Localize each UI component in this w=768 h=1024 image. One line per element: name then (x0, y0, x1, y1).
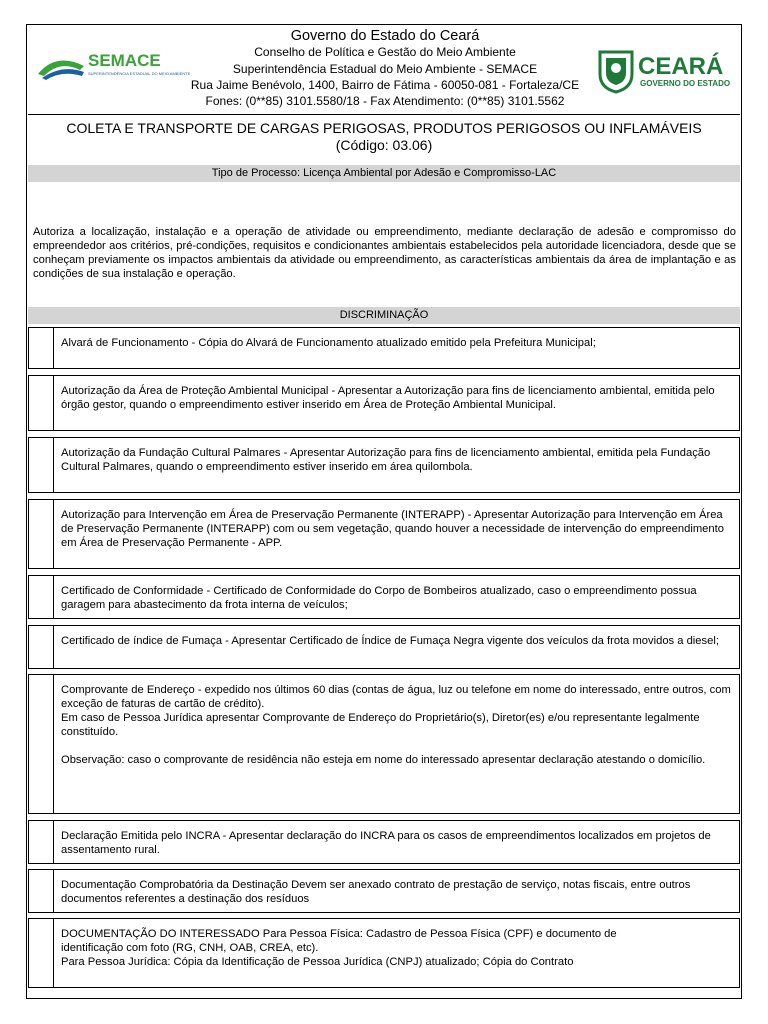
item-checkbox[interactable] (29, 376, 54, 430)
checklist-item (28, 820, 740, 864)
council-name: Conselho de Política e Gestão do Meio Ambiente (254, 45, 516, 59)
item-text: Autorização da Fundação Cultural Palmares - Apresentar Autorização para fins de licenciamento ambiental, emitida pela Fundação Cultural Palmares, quando o empreendimento estiver inserido em área quilombola. (61, 447, 711, 473)
item-text: Certificado de índice de Fumaça - Apresentar Certificado de Índice de Fumaça Negra vigente dos veículos da frota movidos a diesel; (61, 635, 719, 647)
item-checkbox[interactable] (29, 821, 54, 863)
checklist-item (28, 499, 740, 569)
document-code: (Código: 03.06) (335, 137, 433, 153)
checklist-item (28, 327, 740, 369)
section-header: DISCRIMINAÇÃO (28, 307, 740, 324)
item-checkbox[interactable] (29, 576, 54, 618)
item-checkbox[interactable] (29, 626, 54, 668)
intro-paragraph: Autoriza a localização, instalação e a operação de atividade ou empreendimento, mediante declaração de adesão e compromisso do empreendedor aos critérios, pré-condições, requisitos e condicionantes ambientais estabelecidos pela autoridade licenciadora, desde que se conheçam previamente os impactos ambientais da atividade ou empreendimento, as características ambientais da área de implantação e as condições de sua instalação e operação. (33, 226, 736, 280)
document-title (28, 120, 740, 154)
item-checkbox[interactable] (29, 675, 54, 813)
semace-logo-sub: SUPERINTENDÊNCIA ESTADUAL DO MEIO AMBIENTE (88, 71, 191, 76)
checklist-item (28, 575, 740, 619)
semace-logo (36, 44, 191, 84)
item-text: Autorização da Área de Proteção Ambiental Municipal - Apresentar a Autorização para fins de licenciamento ambiental, emitida pelo órgão gestor, quando o empreendimento estiver inserido em Área de Proteção Ambiental Municipal. (61, 385, 715, 411)
item-checkbox[interactable] (29, 328, 54, 368)
agency-phones: Fones: (0**85) 3101.5580/18 - Fax Atendimento: (0**85) 3101.5562 (205, 94, 565, 108)
item-checkbox[interactable] (29, 919, 54, 987)
header-divider (28, 114, 740, 115)
checklist-item (28, 625, 740, 669)
item-text: Certificado de Conformidade - Certificado de Conformidade do Corpo de Bombeiros atualizado, caso o empreendimento possua garagem para abastecimento da frota interna de veículos; (61, 585, 697, 611)
item-text: Declaração Emitida pelo INCRA - Apresentar declaração do INCRA para os casos de empreendimentos localizados em projetos de assentamento rural. (61, 830, 711, 856)
item-text: Comprovante de Endereço - expedido nos últimos 60 dias (contas de água, luz ou telefone em nome do interessado, entre outros, com exceção de faturas de cartão de crédito). Em caso de Pessoa Jurídica apresentar Comprovante de Endereço do Proprietário(s), Diretor(es) e/ou representante legalmente constituído. Observação: caso o comprovante de residência não esteja em nome do interessado apresentar declaração atestando o domicílio. (61, 684, 731, 766)
document-title-line1: COLETA E TRANSPORTE DE CARGAS PERIGOSAS, PRODUTOS PERIGOSOS OU INFLAMÁVEIS (66, 120, 702, 136)
government-title: Governo do Estado do Ceará (290, 28, 480, 44)
agency-address: Rua Jaime Benévolo, 1400, Bairro de Fátima - 60050-081 - Fortaleza/CE (190, 78, 580, 92)
process-type-band: Tipo de Processo: Licença Ambiental por Adesão e Compromisso-LAC (28, 165, 740, 182)
semace-logo-name: SEMACE (88, 51, 161, 70)
item-text: Documentação Comprobatória da Destinação Devem ser anexado contrato de prestação de serviço, notas fiscais, entre outros documentos referentes a destinação dos resíduos (61, 879, 691, 905)
item-text: Alvará de Funcionamento - Cópia do Alvará de Funcionamento atualizado emitido pela Prefeitura Municipal; (61, 337, 596, 349)
agency-name: Superintendência Estadual do Meio Ambiente - SEMACE (232, 62, 538, 76)
checklist-item (28, 918, 740, 988)
item-checkbox[interactable] (29, 870, 54, 912)
checklist-item (28, 437, 740, 493)
checklist-item (28, 375, 740, 431)
ceara-logo-sub: GOVERNO DO ESTADO (640, 79, 731, 88)
item-text: Autorização para Intervenção em Área de Preservação Permanente (INTERAPP) - Apresentar Autorização para Intervenção em Área de Preservação Permanente (INTERAPP) com ou sem vegetação, quando houver a necessidade de intervenção do empreendimento em Área de Preservação Permanente - APP. (61, 509, 724, 549)
item-checkbox[interactable] (29, 438, 54, 492)
checklist-item (28, 674, 740, 814)
checklist-item (28, 869, 740, 913)
item-text: DOCUMENTAÇÃO DO INTERESSADO Para Pessoa Física: Cadastro de Pessoa Física (CPF) e documento de identificação com foto (RG, CNH, OAB, CREA, etc). Para Pessoa Jurídica: Cópia da Identificação de Pessoa Jurídica (CNPJ) atualizado; Cópia do Contrato (61, 928, 617, 968)
item-checkbox[interactable] (29, 500, 54, 568)
ceara-logo-name: CEARÁ (638, 53, 724, 80)
